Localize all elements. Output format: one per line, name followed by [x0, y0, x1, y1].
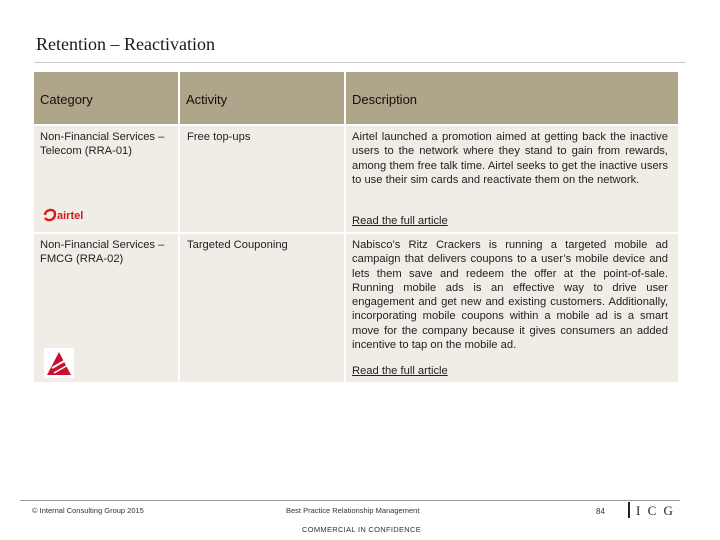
- category-text: Non-Financial Services – Telecom (RRA-01): [40, 131, 165, 158]
- footer-confidentiality: COMMERCIAL IN CONFIDENCE: [302, 525, 422, 534]
- category-cell: [34, 126, 180, 232]
- icg-logo-icon: [628, 502, 680, 518]
- read-article-link[interactable]: Read the full article: [352, 214, 448, 227]
- airtel-logo-text: airtel: [57, 210, 84, 222]
- page-number: 84: [596, 507, 605, 516]
- activity-cell: Free top-ups: [180, 126, 346, 232]
- read-article-link[interactable]: Read the full article: [352, 364, 448, 377]
- activity-cell: Targeted Couponing: [180, 234, 346, 382]
- table-row: [34, 126, 678, 232]
- footer-copyright: © Internal Consulting Group 2015: [32, 506, 144, 515]
- header-activity: Activity: [180, 72, 346, 124]
- category-cell: [34, 234, 180, 382]
- footer-divider: [20, 500, 680, 501]
- description-text: Nabisco’s Ritz Crackers is running a targeted mobile ad campaign that delivers coupons to a user’s mobile device and lets them save and redeem the offer at the point-of-sale. Running mobile ads is an effective way to drive user engagement and get new and existing customers. Additionally, incorporating mobile coupons within a mobile ad is a smart move for the company because it gives consumers an added incentive to tap on the mobile ad.: [352, 239, 668, 352]
- category-text: Non-Financial Services – FMCG (RRA-02): [40, 239, 165, 266]
- description-text: Airtel launched a promotion aimed at getting back the inactive users to the network where they stand to gain from rewards, among them free talk time. Airtel seeks to get the inactive users to use their sim cards and reactivate them on the network.: [352, 131, 668, 186]
- table-row: [34, 234, 678, 382]
- header-description: Description: [346, 72, 678, 124]
- title-divider: [34, 62, 686, 63]
- footer-document-title: Best Practice Relationship Management: [286, 506, 420, 515]
- description-cell: [346, 126, 678, 232]
- description-cell: [346, 234, 678, 382]
- activity-table: [34, 72, 678, 382]
- header-category: Category: [34, 72, 180, 124]
- page-title: Retention – Reactivation: [36, 34, 215, 54]
- airtel-logo-icon: [42, 206, 94, 224]
- nabisco-logo-icon: [44, 348, 74, 378]
- table-header-row: [34, 72, 678, 124]
- icg-logo-text: I C G: [636, 503, 675, 518]
